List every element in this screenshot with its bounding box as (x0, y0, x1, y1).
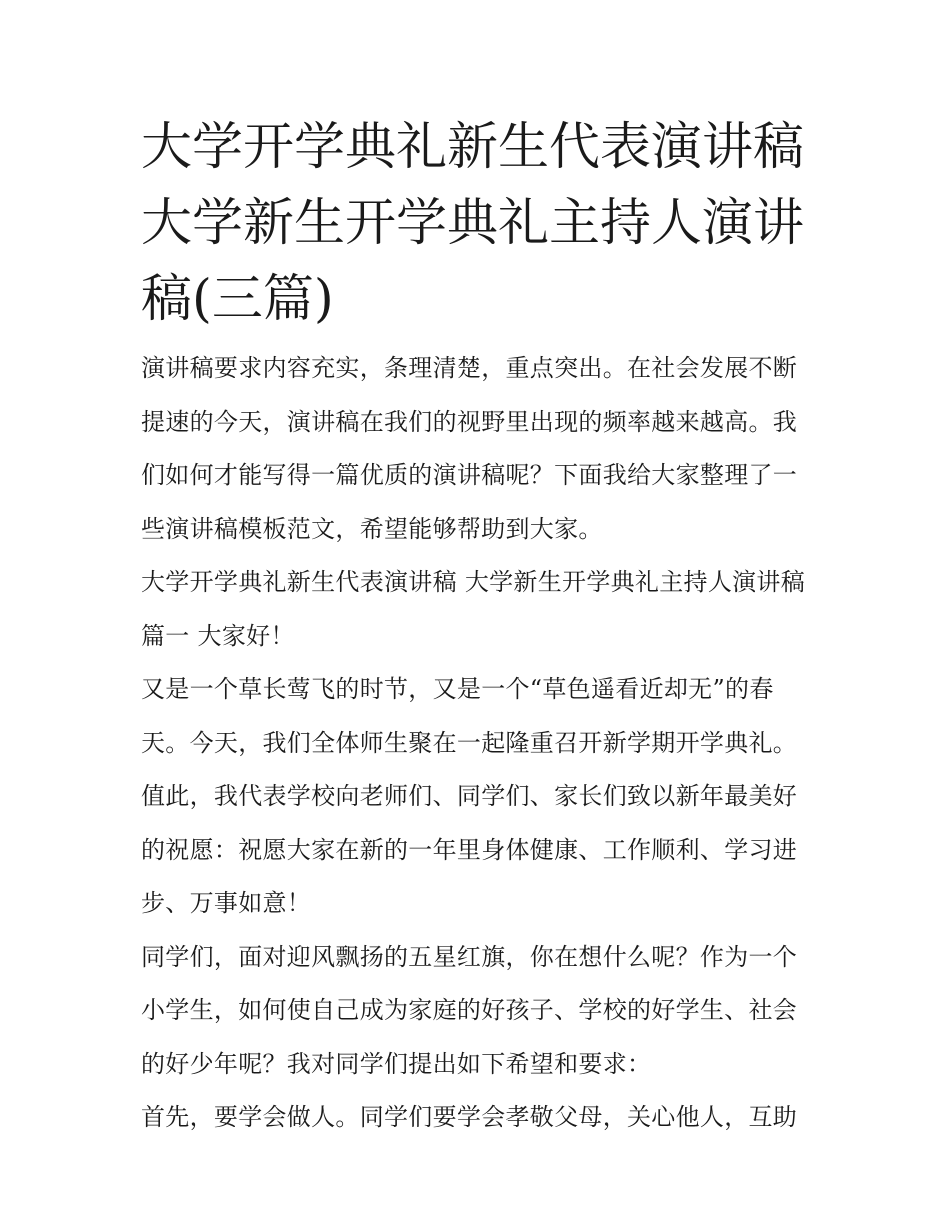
intro-paragraph: 演讲稿要求内容充实，条理清楚，重点突出。在社会发展不断提速的今天，演讲稿在我们的视野里出现的频率越来越高。我们如何才能写得一篇优质的演讲稿呢？下面我给大家整理了一些演讲稿模板范文，希望能够帮助到大家。 (141, 354, 798, 543)
first-point-paragraph: 首先，要学会做人。同学们要学会孝敬父母，关心他人，互助 (141, 1103, 798, 1131)
question-paragraph: 同学们，面对迎风飘扬的五星红旗，你在想什么呢？作为一个小学生，如何使自己成为家庭的好孩子、学校的好学生、社会的好少年呢？我对同学们提出如下希望和要求： (141, 942, 798, 1078)
greeting-paragraph: 又是一个草长莺飞的时节，又是一个“草色遥看近却无”的春天。今天，我们全体师生聚在一起隆重召开新学期开学典礼。值此，我代表学校向老师们、同学们、家长们致以新年最美好的祝愿：祝愿大家在新的一年里身体健康、工作顺利、学习进步、万事如意！ (141, 675, 798, 917)
section-heading-paragraph: 大学开学典礼新生代表演讲稿 大学新生开学典礼主持人演讲稿篇一 大家好！ (141, 568, 806, 650)
document-page (141, 110, 813, 1145)
document-title: 大学开学典礼新生代表演讲稿 大学新生开学典礼主持人演讲稿(三篇) (141, 118, 805, 329)
